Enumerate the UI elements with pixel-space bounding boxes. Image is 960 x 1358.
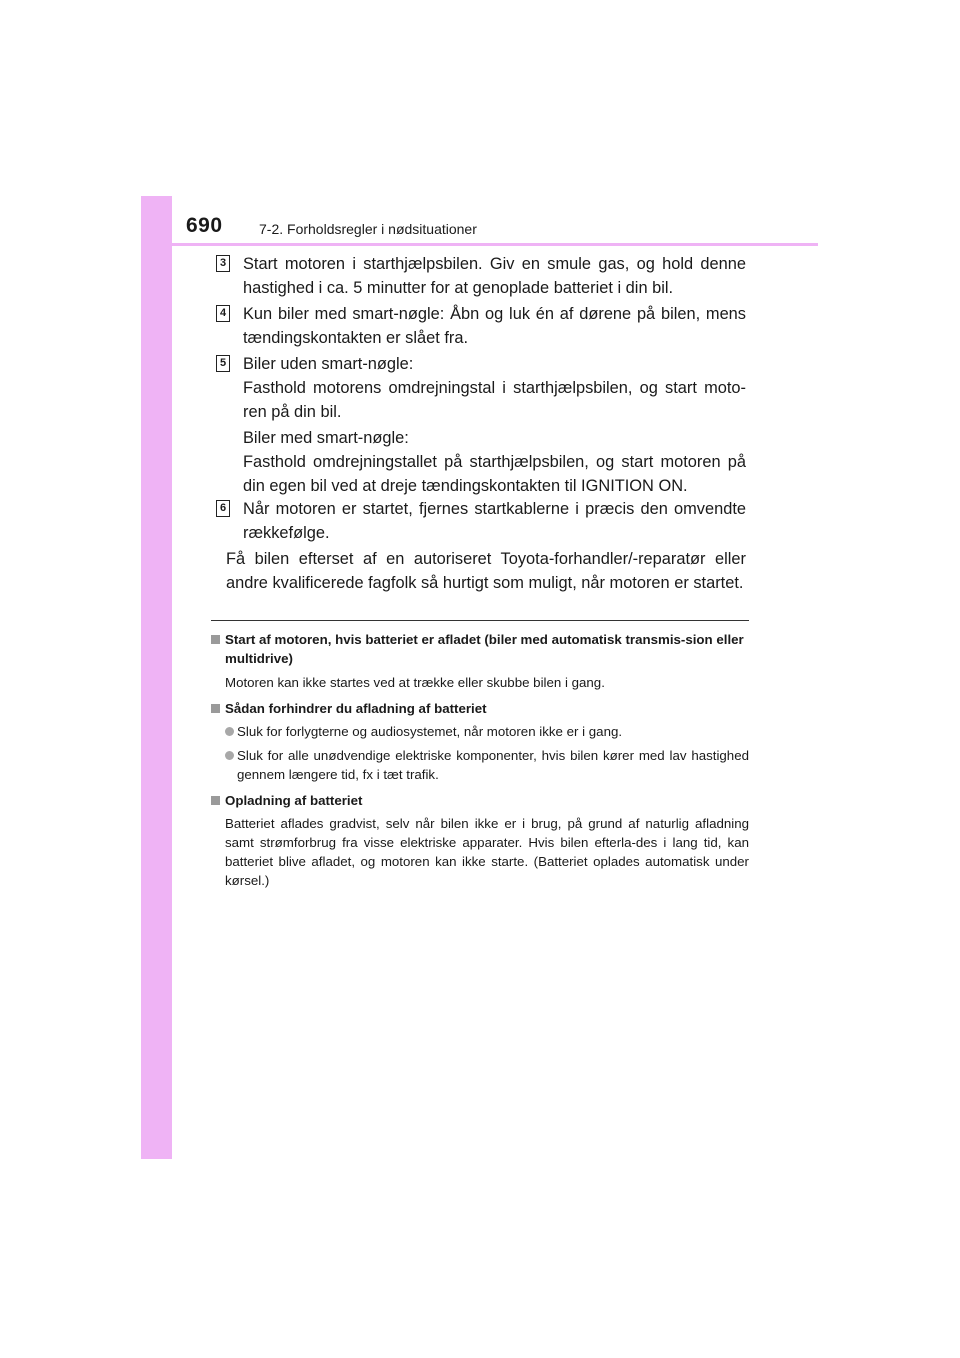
square-bullet-icon [211,635,220,644]
step-paragraph: Start motoren i starthjælpsbilen. Giv en smule gas, og hold denne hastighed i ca. 5 minutter for at genoplade batteriet i din bil. [243,255,746,297]
note-heading: Sådan forhindrer du afladning af batteriet [211,699,749,718]
followup-text: Få bilen efterset af en autoriseret Toyota-forhandler/-reparatør eller andre kvalificerede fagfolk så hurtigt som muligt, når motoren er startet. [226,550,746,592]
note-body: Motoren kan ikke startes ved at trække eller skubbe bilen i gang. [225,675,605,690]
note-heading: Opladning af batteriet [211,791,749,810]
step-number-badge: 5 [216,355,230,372]
step-number-badge: 4 [216,305,230,322]
step-paragraph: Fasthold motorens omdrejningstal i starthjælpsbilen, og start moto-ren på din bil. [243,379,746,421]
step-paragraph: Når motoren er startet, fjernes startkablerne i præcis den omvendte rækkefølge. [243,500,746,542]
step-text [243,252,746,300]
side-color-strip [141,196,172,1159]
note-bullet: Sluk for alle unødvendige elektriske komponenter, hvis bilen kører med lav hastighed gennem længere tid, fx i tæt trafik. [211,746,749,784]
step-6 [216,497,746,545]
round-bullet-icon [225,751,234,760]
page-number: 690 [186,214,223,237]
notes-divider [211,620,749,621]
step-number-badge: 3 [216,255,230,272]
section-title: 7-2. Forholdsregler i nødsituationer [259,221,477,237]
header-rule [172,243,818,246]
step-paragraph-heading: Biler med smart-nøgle: [243,429,409,447]
round-bullet-icon [225,727,234,736]
step-number-badge: 6 [216,500,230,517]
step-paragraph-heading: Biler uden smart-nøgle: [243,355,414,373]
step-3 [216,252,746,300]
note-body: Batteriet aflades gradvist, selv når bilen ikke er i brug, på grund af naturlig afladning samt strømforbrug fra visse elektriske apparater. Hvis bilen efterla-des i lang tid, kan batteriet blive afladet, og motoren kan ikke starte. (Batteriet oplades automatisk under kørsel.) [225,816,749,888]
square-bullet-icon [211,704,220,713]
step-paragraph: Fasthold omdrejningstallet på starthjælpsbilen, og start motoren på din egen bil ved at dreje tændingskontakten til IGNITION ON. [243,453,746,495]
note-heading: Start af motoren, hvis batteriet er afladet (biler med automatisk transmis-sion eller multidrive) [211,630,749,668]
note-bullet: Sluk for forlygterne og audiosystemet, når motoren ikke er i gang. [211,722,749,741]
square-bullet-icon [211,796,220,805]
notes-section [211,630,749,890]
step-text [243,497,746,545]
step-paragraph: Kun biler med smart-nøgle: Åbn og luk én af dørene på bilen, mens tændingskontakten er slået fra. [243,305,746,347]
step-4 [216,302,746,350]
step-5 [216,352,746,498]
step-text [243,352,746,498]
step-text [243,302,746,350]
